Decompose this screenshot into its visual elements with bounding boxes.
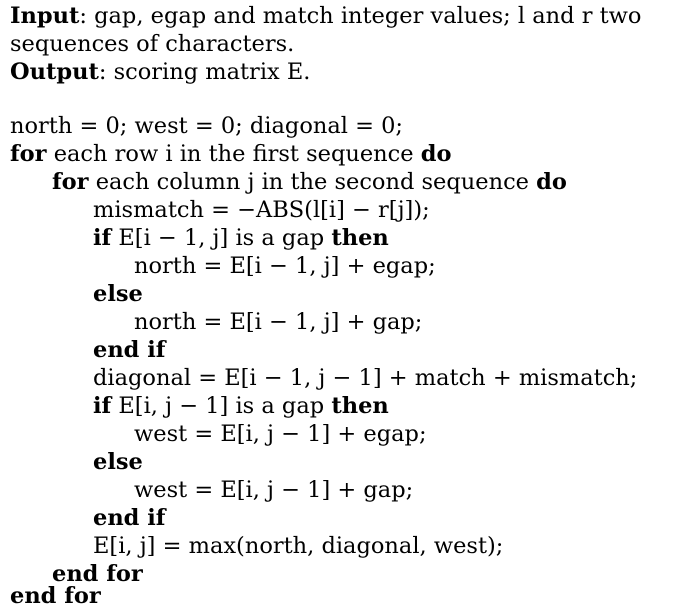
input-line <box>10 2 694 30</box>
assign-line <box>93 532 694 560</box>
diagonal-line <box>93 364 694 392</box>
input-description: : gap, egap and match integer values; l and r two <box>79 3 642 29</box>
west-gap-statement: west = E[i, j − 1] + gap; <box>134 477 414 503</box>
outer-endfor-line <box>10 582 694 610</box>
if-north-condition: E[i − 1, j] is a gap <box>111 225 332 251</box>
else-keyword: else <box>93 449 143 475</box>
assign-statement: E[i, j] = max(north, diagonal, west); <box>93 533 504 559</box>
mismatch-statement: mismatch = −ABS(l[i] − r[j]); <box>93 197 430 223</box>
else-north-line <box>93 280 694 308</box>
end-if-keyword: end if <box>93 337 166 363</box>
if-west-line <box>93 392 694 420</box>
west-gap-line <box>134 476 694 504</box>
else-west-line <box>93 448 694 476</box>
outer-for-text: each row i in the first sequence <box>46 141 421 167</box>
if-west-condition: E[i, j − 1] is a gap <box>111 393 332 419</box>
inner-for-keyword: for <box>52 169 89 195</box>
inner-for-line <box>52 168 694 196</box>
output-label: Output <box>10 59 99 85</box>
input-description-continued: sequences of characters. <box>10 31 295 57</box>
output-description: : scoring matrix E. <box>98 59 311 85</box>
north-gap-line <box>134 308 694 336</box>
input-label: Input <box>10 3 80 29</box>
north-egap-line <box>134 252 694 280</box>
north-egap-statement: north = E[i − 1, j] + egap; <box>134 253 436 279</box>
then-keyword: then <box>331 225 389 251</box>
endif-north-line <box>93 336 694 364</box>
west-egap-statement: west = E[i, j − 1] + egap; <box>134 421 427 447</box>
end-for-keyword: end for <box>10 583 101 609</box>
init-line <box>10 112 694 140</box>
input-line-continued <box>10 30 694 58</box>
if-keyword: if <box>93 225 112 251</box>
inner-do-keyword: do <box>536 169 567 195</box>
if-north-line <box>93 224 694 252</box>
else-keyword: else <box>93 281 143 307</box>
endif-west-line <box>93 504 694 532</box>
if-keyword: if <box>93 393 112 419</box>
outer-for-line <box>10 140 694 168</box>
west-egap-line <box>134 420 694 448</box>
then-keyword: then <box>331 393 389 419</box>
init-statement: north = 0; west = 0; diagonal = 0; <box>10 113 404 139</box>
end-if-keyword: end if <box>93 505 166 531</box>
mismatch-line <box>93 196 694 224</box>
diagonal-statement: diagonal = E[i − 1, j − 1] + match + mismatch; <box>93 365 638 391</box>
end-for-keyword: end for <box>52 561 143 587</box>
inner-for-text: each column j in the second sequence <box>88 169 537 195</box>
outer-for-keyword: for <box>10 141 47 167</box>
north-gap-statement: north = E[i − 1, j] + gap; <box>134 309 423 335</box>
output-line <box>10 58 694 86</box>
outer-do-keyword: do <box>420 141 452 167</box>
